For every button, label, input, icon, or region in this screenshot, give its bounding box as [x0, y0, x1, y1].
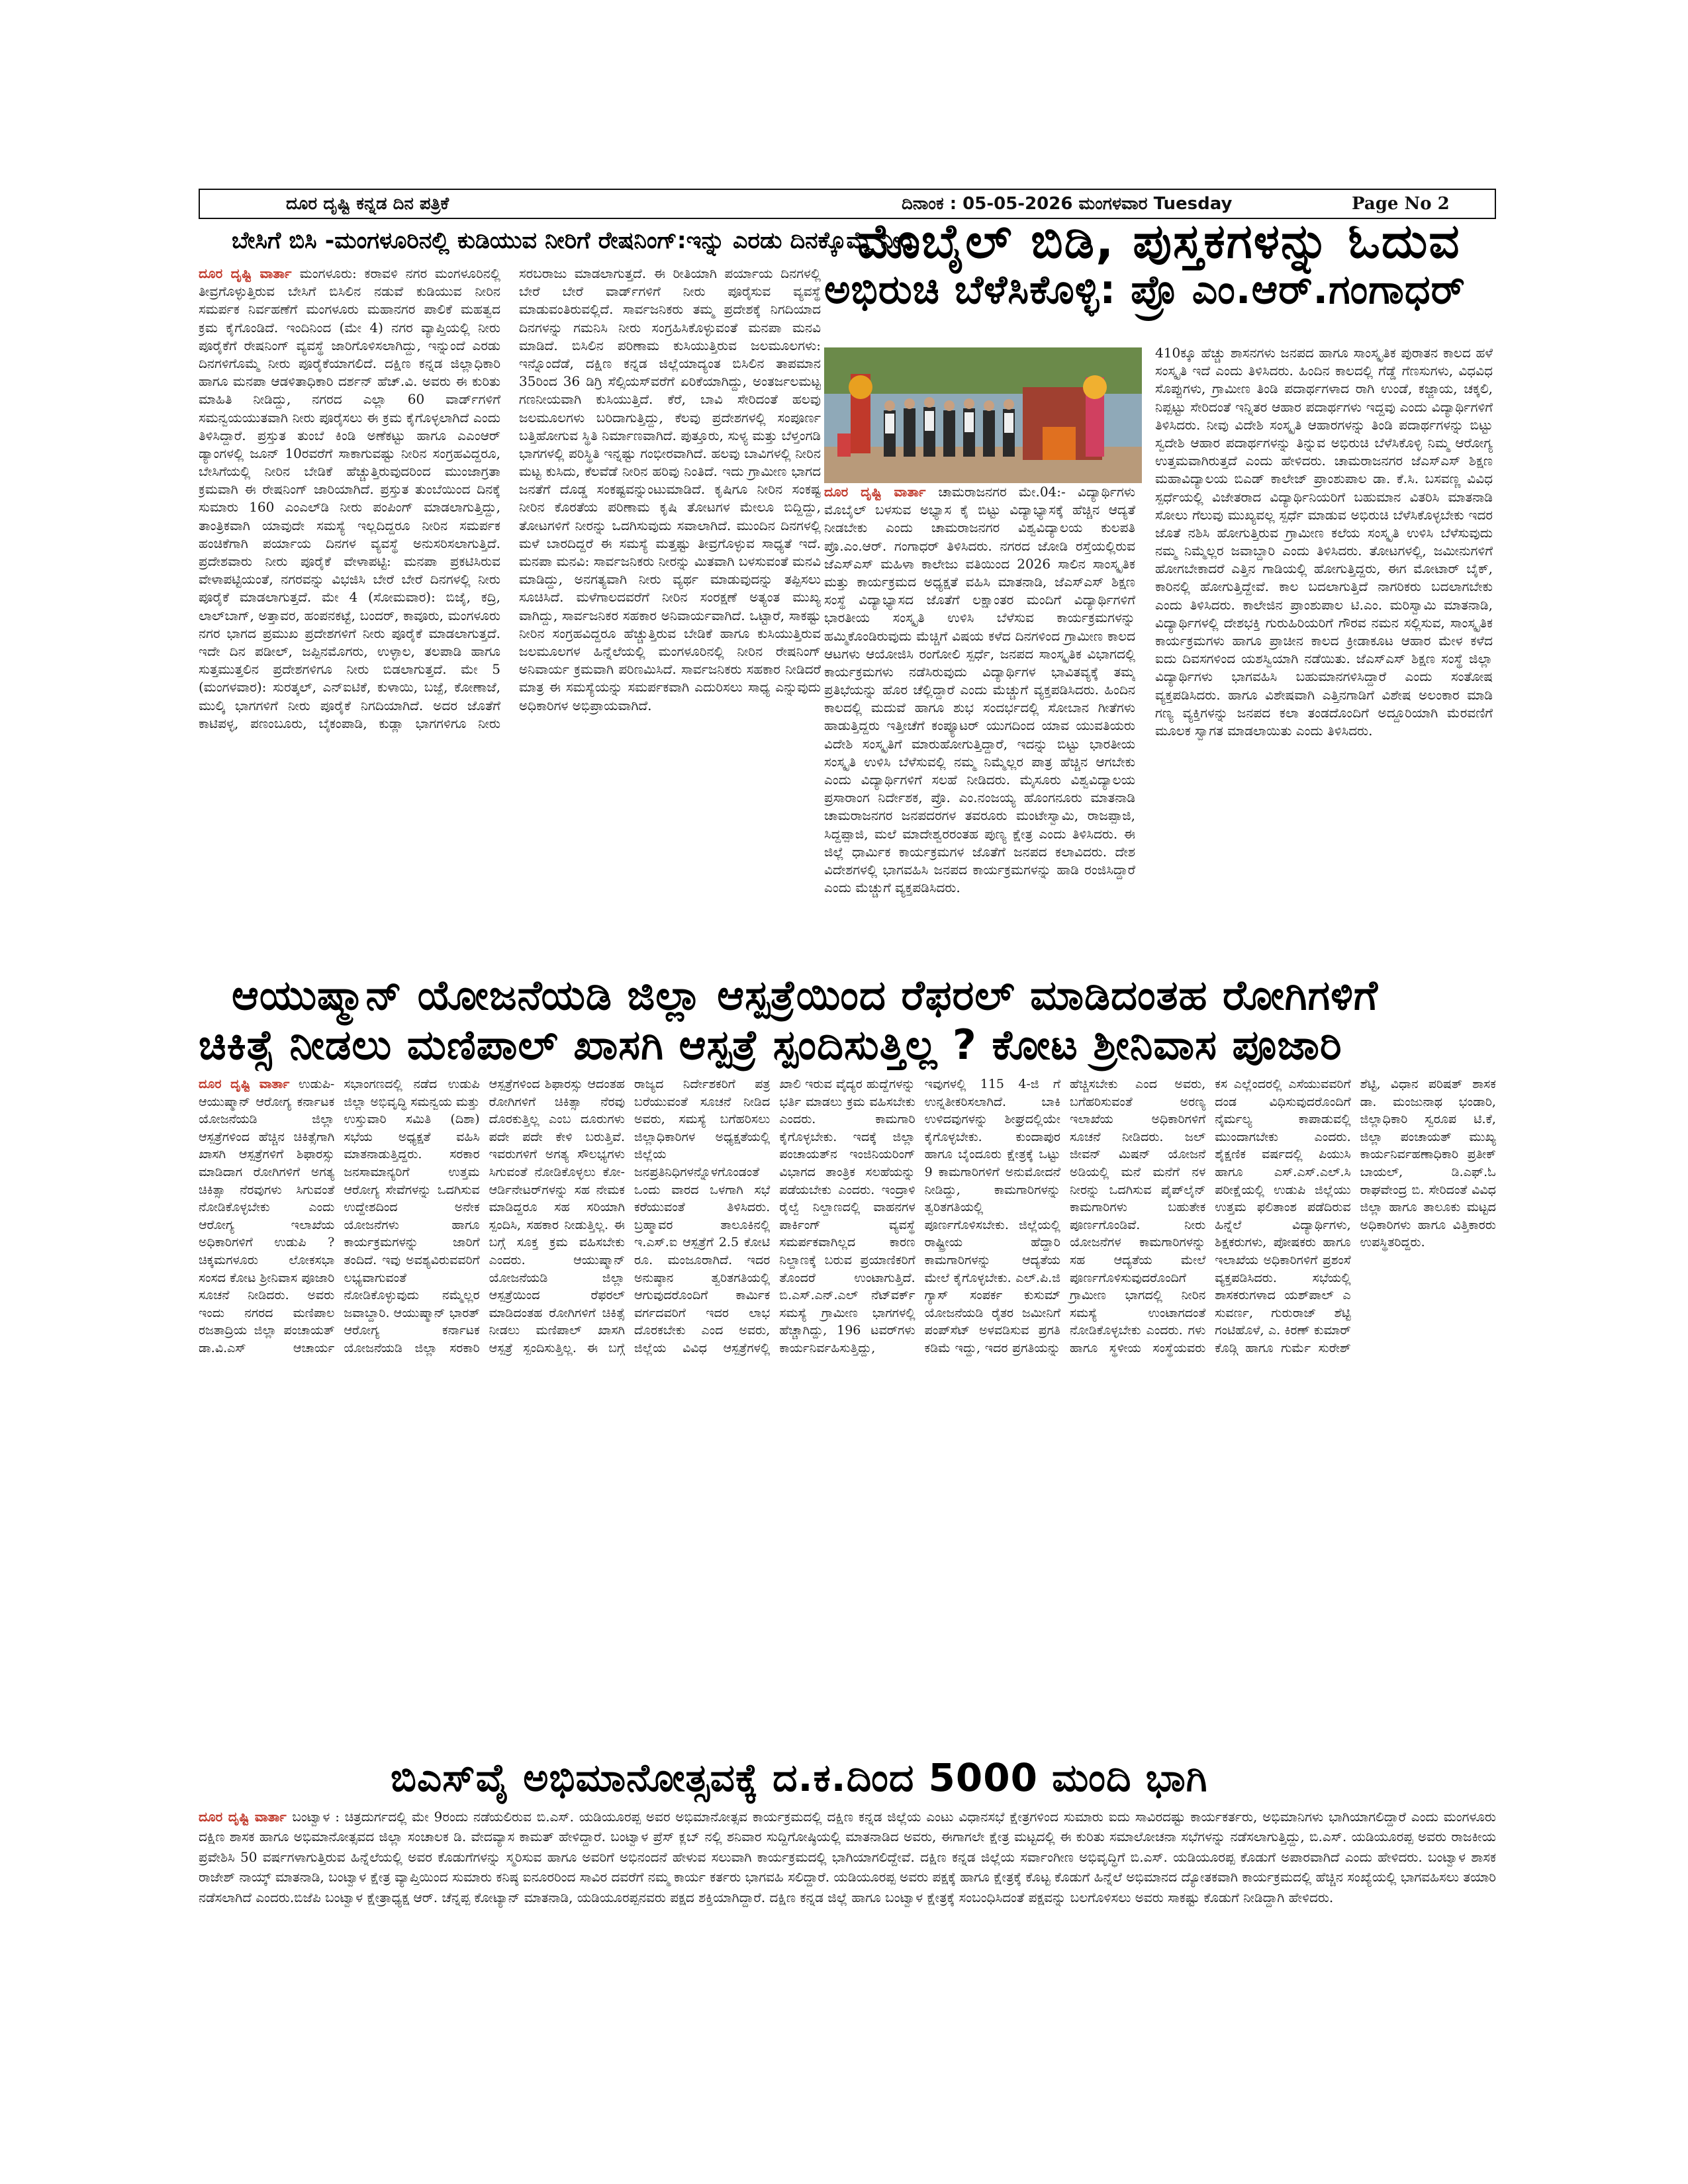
article-b-byline: ದೂರ ದೃಷ್ಟಿ ವಾರ್ತಾ [824, 484, 939, 500]
issue-date: ದಿನಾಂಕ : 05-05-2026 ಮಂಗಳವಾರ Tuesday [902, 193, 1233, 214]
article-a-byline: ದೂರ ದೃಷ್ಟಿ ವಾರ್ತಾ [199, 265, 300, 281]
paper-name: ದೂರ ದೃಷ್ಟಿ ಕನ್ನಡ ದಿನ ಪತ್ರಿಕೆ [286, 193, 449, 214]
article-b-body-left [824, 483, 1135, 953]
article-c-headline-line1: ಆಯುಷ್ಮಾನ್ ಯೋಜನೆಯಡಿ ಜಿಲ್ಲಾ ಆಸ್ಪತ್ರೆಯಿಂದ ರೆಫರಲ್ ಮಾಡಿದಂತಹ ರೋಗಿಗಳಿಗೆ [232, 971, 1378, 1019]
page-number: Page No 2 [1352, 194, 1450, 214]
article-c-text: ಉಡುಪಿ-ಆಯುಷ್ಮಾನ್ ಆರೋಗ್ಯ ಕರ್ನಾಟಕ ಯೋಜನೆಯಡಿ ಜಿಲ್ಲಾ ಆಸ್ಪತ್ರೆಗಳಿಂದ ಹೆಚ್ಚಿನ ಚಿಕಿತ್ಸೆಗಾಗಿ ಖಾಸಗಿ ಆಸ್ಪತ್ರೆಗಳಿಗೆ ಶಿಫಾರಸ್ಸು ಮಾಡಿದಾಗ ರೋಗಿಗಳಿಗೆ ಅಗತ್ಯ ಚಿಕಿತ್ಸಾ ನೆರವುಗಳು ಸಿಗುವಂತೆ ನೋಡಿಕೊಳ್ಳಬೇಕು ಎಂದು ಆರೋಗ್ಯ ಇಲಾಖೆಯ ಅಧಿಕಾರಿಗಳಿಗೆ ಉಡುಪಿ ? ಚಿಕ್ಕಮಗಳೂರು ಲೋಕಸಭಾ ಸಂಸದ ಕೋಟ ಶ್ರೀನಿವಾಸ ಪೂಜಾರಿ ಸೂಚನೆ ನೀಡಿದರು. ಅವರು ಇಂದು ನಗರದ ಮಣಿಪಾಲ ರಜತಾದ್ರಿಯ ಜಿಲ್ಲಾ ಪಂಚಾಯತ್ ಡಾ.ವಿ.ಎಸ್ ಆಚಾರ್ಯ ಸಭಾಂಗಣದಲ್ಲಿ ನಡೆದ ಉಡುಪಿ ಜಿಲ್ಲಾ ಅಭಿವೃದ್ಧಿ ಸಮನ್ವಯ ಮತ್ತು ಉಸ್ತುವಾರಿ ಸಮಿತಿ (ದಿಶಾ) ಸಭೆಯ ಅಧ್ಯಕ್ಷತೆ ವಹಿಸಿ ಮಾತನಾಡುತ್ತಿದ್ದರು. ಸರಕಾರ ಜನಸಾಮಾನ್ಯರಿಗೆ ಉತ್ತಮ ಆರೋಗ್ಯ ಸೇವೆಗಳನ್ನು ಒದಗಿಸುವ ಉದ್ದೇಶದಿಂದ ಅನೇಕ ಯೋಜನೆಗಳು ಹಾಗೂ ಕಾರ್ಯಕ್ರಮಗಳನ್ನು ಜಾರಿಗೆ ತಂದಿದೆ. ಇವು ಅವಶ್ಯವಿರುವವರಿಗೆ ಲಭ್ಯವಾಗುವಂತೆ ನೋಡಿಕೊಳ್ಳುವುದು ನಮ್ಮೆಲ್ಲರ ಜವಾಬ್ದಾರಿ. ಆಯುಷ್ಮಾನ್ ಭಾರತ್ ಆರೋಗ್ಯ ಕರ್ನಾಟಕ ಯೋಜನೆಯಡಿ ಜಿಲ್ಲಾ ಸರಕಾರಿ ಆಸ್ಪತ್ರೆಗಳಿಂದ ಶಿಫಾರಸ್ಸು ಆದಂತಹ ರೋಗಿಗಳಿಗೆ ಚಿಕಿತ್ಸಾ ನೆರವು ದೊರಕುತ್ತಿಲ್ಲ ಎಂಬ ದೂರುಗಳು ಪದೇ ಪದೇ ಕೇಳಿ ಬರುತ್ತಿವೆ. ಇವರುಗಳಿಗೆ ಅಗತ್ಯ ಸೌಲಭ್ಯಗಳು ಸಿಗುವಂತೆ ನೋಡಿಕೊಳ್ಳಲು ಕೋ-ಆರ್ಡಿನೇಟರ್‌ಗಳನ್ನು ಸಹ ನೇಮಕ ಮಾಡಿದ್ದರೂ ಸಹ ಸರಿಯಾಗಿ ಸ್ಪಂದಿಸಿ, ಸಹಕಾರ ನೀಡುತ್ತಿಲ್ಲ. ಈ ಬಗ್ಗೆ ಸೂಕ್ತ ಕ್ರಮ ವಹಿಸಬೇಕು ಎಂದರು. ಆಯುಷ್ಮಾನ್ ಯೋಜನೆಯಡಿ ಜಿಲ್ಲಾ ಆಸ್ಪತ್ರೆಯಿಂದ ರೆಫರಲ್ ಮಾಡಿದಂತಹ ರೋಗಿಗಳಿಗೆ ಚಿಕಿತ್ಸೆ ನೀಡಲು ಮಣಿಪಾಲ್ ಖಾಸಗಿ ಆಸ್ಪತ್ರೆ ಸ್ಪಂದಿಸುತ್ತಿಲ್ಲ. ಈ ಬಗ್ಗೆ ರಾಜ್ಯದ ನಿರ್ದೇಶಕರಿಗೆ ಪತ್ರ ಬರೆಯುವಂತೆ ಸೂಚನೆ ನೀಡಿದ ಅವರು, ಸಮಸ್ಯೆ ಬಗೆಹರಿಸಲು ಜಿಲ್ಲಾಧಿಕಾರಿಗಳ ಅಧ್ಯಕ್ಷತೆಯಲ್ಲಿ ಜಿಲ್ಲೆಯ ಜನಪ್ರತಿನಿಧಿಗಳನ್ನೊಳಗೊಂಡಂತೆ ಒಂದು ವಾರದ ಒಳಗಾಗಿ ಸಭೆ ಕರೆಯುವಂತೆ ತಿಳಿಸಿದರು. ಬ್ರಹ್ಮಾವರ ತಾಲೂಕಿನಲ್ಲಿ ಇ.ಎಸ್.ಐ ಆಸ್ಪತ್ರೆಗೆ 2.5 ಕೋಟಿ ರೂ. ಮಂಜೂರಾಗಿದೆ. ಇದರ ಅನುಷ್ಠಾನ ತ್ವರಿತಗತಿಯಲ್ಲಿ ಆಗುವುದರೊಂದಿಗೆ ಕಾರ್ಮಿಕ ವರ್ಗದವರಿಗೆ ಇದರ ಲಾಭ ದೊರಕಬೇಕು ಎಂದ ಅವರು, ಜಿಲ್ಲೆಯ ವಿವಿಧ ಆಸ್ಪತ್ರೆಗಳಲ್ಲಿ ಖಾಲಿ ಇರುವ ವೈದ್ಯರ ಹುದ್ದೆಗಳನ್ನು ಭರ್ತಿ ಮಾಡಲು ಕ್ರಮ ವಹಿಸಬೇಕು ಎಂದರು. ಕಾಮಗಾರಿ ಕೈಗೊಳ್ಳಬೇಕು. ಇದಕ್ಕೆ ಜಿಲ್ಲಾ ಪಂಚಾಯತ್‌ನ ಇಂಜಿನಿಯರಿಂಗ್ ವಿಭಾಗದ ತಾಂತ್ರಿಕ ಸಲಹೆಯನ್ನು ಪಡೆಯಬೇಕು ಎಂದರು. ಇಂದ್ರಾಳಿ ರೈಲ್ವೆ ನಿಲ್ದಾಣದಲ್ಲಿ ವಾಹನಗಳ ಪಾರ್ಕಿಂಗ್ ವ್ಯವಸ್ಥೆ ಸಮರ್ಪಕವಾಗಿಲ್ಲದ ಕಾರಣ ನಿಲ್ದಾಣಕ್ಕೆ ಬರುವ ಪ್ರಯಾಣಿಕರಿಗೆ ತೊಂದರೆ ಉಂಟಾಗುತ್ತಿದೆ. ಬಿ.ಎಸ್.ಎನ್.ಎಲ್ ನೆಟ್‌ವರ್ಕ್ ಸಮಸ್ಯೆ ಗ್ರಾಮೀಣ ಭಾಗಗಳಲ್ಲಿ ಹೆಚ್ಚಾಗಿದ್ದು, 196 ಟವರ್‌ಗಳು ಕಾರ್ಯನಿರ್ವಹಿಸುತ್ತಿದ್ದು, ಇವುಗಳಲ್ಲಿ 115 4-ಜಿ ಗೆ ಉನ್ನತೀಕರಿಸಲಾಗಿದೆ. ಬಾಕಿ ಉಳಿದವುಗಳನ್ನು ಶೀಘ್ರದಲ್ಲಿಯೇ ಕೈಗೊಳ್ಳಬೇಕು. ಕುಂದಾಪುರ ಹಾಗೂ ಬೈಂದೂರು ಕ್ಷೇತ್ರಕ್ಕೆ ಒಟ್ಟು 9 ಕಾಮಗಾರಿಗಳಿಗೆ ಅನುಮೋದನೆ ನೀಡಿದ್ದು, ಕಾಮಗಾರಿಗಳನ್ನು ತ್ವರಿತಗತಿಯಲ್ಲಿ ಪೂರ್ಣಗೊಳಿಸಬೇಕು. ಜಿಲ್ಲೆಯಲ್ಲಿ ರಾಷ್ಟ್ರೀಯ ಹೆದ್ದಾರಿ ಕಾಮಗಾರಿಗಳನ್ನು ಆದ್ಯತೆಯ ಮೇಲೆ ಕೈಗೊಳ್ಳಬೇಕು. ಎಲ್.ಪಿ.ಜಿ ಗ್ಯಾಸ್ ಸಂಪರ್ಕ ಕುಸುಮ್ ಯೋಜನೆಯಡಿ ರೈತರ ಜಮೀನಿಗೆ ಪಂಪ್‌ಸೆಟ್ ಅಳವಡಿಸುವ ಪ್ರಗತಿ ಕಡಿಮೆ ಇದ್ದು, ಇದರ ಪ್ರಗತಿಯನ್ನು ಹೆಚ್ಚಿಸಬೇಕು ಎಂದ ಅವರು, ಬಗೆಹರಿಸುವಂತೆ ಅರಣ್ಯ ಇಲಾಖೆಯ ಅಧಿಕಾರಿಗಳಿಗೆ ಸೂಚನೆ ನೀಡಿದರು. ಜಲ್ ಜೀವನ್ ಮಿಷನ್ ಯೋಜನೆ ಅಡಿಯಲ್ಲಿ ಮನೆ ಮನೆಗೆ ನಳ ನೀರನ್ನು ಒದಗಿಸುವ ಪೈಪ್‌ಲೈನ್ ಕಾಮಗಾರಿಗಳು ಬಹುತೇಕ ಪೂರ್ಣಗೊಂಡಿವೆ. ನೀರು ಯೋಜನೆಗಳ ಕಾಮಗಾರಿಗಳನ್ನು ಸಹ ಆದ್ಯತೆಯ ಮೇಲೆ ಪೂರ್ಣಗೊಳಿಸುವುದರೊಂದಿಗೆ ಗ್ರಾಮೀಣ ಭಾಗದಲ್ಲಿ ನೀರಿನ ಸಮಸ್ಯೆ ಉಂಟಾಗದಂತೆ ನೋಡಿಕೊಳ್ಳಬೇಕು ಎಂದರು. ಗಳು ಹಾಗೂ ಸ್ಥಳೀಯ ಸಂಸ್ಥೆಯವರು ಕಸ ಎಲ್ಲೆಂದರಲ್ಲಿ ಎಸೆಯುವವರಿಗೆ ದಂಡ ವಿಧಿಸುವುದರೊಂದಿಗೆ ನೈರ್ಮಲ್ಯ ಕಾಪಾಡುವಲ್ಲಿ ಮುಂದಾಗಬೇಕು ಎಂದರು. ಶೈಕ್ಷಣಿಕ ವರ್ಷದಲ್ಲಿ ಪಿಯುಸಿ ಹಾಗೂ ಎಸ್.ಎಸ್.ಎಲ್.ಸಿ ಪರೀಕ್ಷೆಯಲ್ಲಿ ಉಡುಪಿ ಜಿಲ್ಲೆಯು ಉತ್ತಮ ಫಲಿತಾಂಶ ಪಡೆದಿರುವ ಹಿನ್ನೆಲೆ ವಿದ್ಯಾರ್ಥಿಗಳು, ಶಿಕ್ಷಕರುಗಳು, ಪೋಷಕರು ಹಾಗೂ ಇಲಾಖೆಯ ಅಧಿಕಾರಿಗಳಿಗೆ ಪ್ರಶಂಸೆ ವ್ಯಕ್ತಪಡಿಸಿದರು. ಸಭೆಯಲ್ಲಿ ಶಾಸಕರುಗಳಾದ ಯಶ್‌ಪಾಲ್ ಎ ಸುವರ್ಣ, ಗುರುರಾಜ್ ಶೆಟ್ಟಿ ಗಂಟಿಹೊಳೆ, ಎ. ಕಿರಣ್ ಕುಮಾರ್ ಕೊಡ್ಗಿ ಹಾಗೂ ಗುರ್ಮೆ ಸುರೇಶ್ ಶೆಟ್ಟಿ, ವಿಧಾನ ಪರಿಷತ್ ಶಾಸಕ ಡಾ. ಮಂಜುನಾಥ ಭಂಡಾರಿ, ಜಿಲ್ಲಾಧಿಕಾರಿ ಸ್ವರೂಪ ಟಿ.ಕೆ, ಜಿಲ್ಲಾ ಪಂಚಾಯತ್ ಮುಖ್ಯ ಕಾರ್ಯನಿರ್ವಹಣಾಧಿಕಾರಿ ಪ್ರತೀಕ್ ಬಾಯಲ್, ಡಿ.ಎಫ್.ಓ ರಾಘವೇಂದ್ರ ಬಿ. ಸೇರಿದಂತೆ ವಿವಿಧ ಜಿಲ್ಲಾ ಹಾಗೂ ತಾಲೂಕು ಮಟ್ಟದ ಅಧಿಕಾರಿಗಳು ಹಾಗೂ ವಿತ್ತಿಕಾರರು ಉಪಸ್ಥಿತರಿದ್ದರು. [199, 1077, 1496, 1355]
article-b-headline-line2: ಅಭಿರುಚಿ ಬೆಳೆಸಿಕೊಳ್ಳಿ: ಪ್ರೊ ಎಂ.ಆರ್.ಗಂಗಾಧರ್ [824, 267, 1466, 313]
article-c-byline: ದೂರ ದೃಷ್ಟಿ ವಾರ್ತಾ [199, 1077, 299, 1091]
article-c-body [199, 1075, 1496, 1744]
article-d-headline: ಬಿಎಸ್‌ವೈ ಅಭಿಮಾನೋತ್ಸವಕ್ಕೆ ದ.ಕ.ದಿಂದ 5000 ಮಂದಿ ಭಾಗಿ [391, 1755, 1208, 1800]
article-d-text: ಬಂಟ್ವಾಳ : ಚಿತ್ರದುರ್ಗದಲ್ಲಿ ಮೇ 9ರಂದು ನಡೆಯಲಿರುವ ಬಿ.ಎಸ್. ಯಡಿಯೂರಪ್ಪ ಅವರ ಅಭಿಮಾನೋತ್ಸವ ಕಾರ್ಯಕ್ರಮದಲ್ಲಿ ದಕ್ಷಿಣ ಕನ್ನಡ ಜಿಲ್ಲೆಯ ಎಂಟು ವಿಧಾನಸಭೆ ಕ್ಷೇತ್ರಗಳಿಂದ ಸುಮಾರು ಐದು ಸಾವಿರದಷ್ಟು ಕಾರ್ಯಕರ್ತರು, ಅಭಿಮಾನಿಗಳು ಭಾಗಿಯಾಗಲಿದ್ದಾರೆ ಎಂದು ಮಂಗಳೂರು ದಕ್ಷಿಣ ಶಾಸಕ ಹಾಗೂ ಅಭಿಮಾನೋತ್ಸವದ ಜಿಲ್ಲಾ ಸಂಚಾಲಕ ಡಿ. ವೇದವ್ಯಾಸ ಕಾಮತ್ ಹೇಳಿದ್ದಾರೆ. ಬಂಟ್ವಾಳ ಪ್ರೆಸ್ ಕ್ಲಬ್ ನಲ್ಲಿ ಶನಿವಾರ ಸುದ್ದಿಗೋಷ್ಠಿಯಲ್ಲಿ ಮಾತನಾಡಿದ ಅವರು, ಈಗಾಗಲೇ ಕ್ಷೇತ್ರ ಮಟ್ಟದಲ್ಲಿ ಈ ಕುರಿತು ಸಮಾಲೋಚನಾ ಸಭೆಗಳನ್ನು ನಡೆಸಲಾಗುತ್ತಿದ್ದು, ಬಿ.ಎಸ್. ಯಡಿಯೂರಪ್ಪ ಅವರು ರಾಜಕೀಯ ಪ್ರವೇಶಿಸಿ 50 ವರ್ಷಗಳಾಗುತ್ತಿರುವ ಹಿನ್ನೆಲೆಯಲ್ಲಿ ಅವರ ಕೊಡುಗೆಗಳನ್ನು ಸ್ಮರಿಸುವ ಹಾಗೂ ಅವರಿಗೆ ಅಭಿನಂದನೆ ಹೇಳುವ ಸಲುವಾಗಿ ಕಾರ್ಯಕ್ರಮದಲ್ಲಿ ಭಾಗಿಯಾಗಲಿದ್ದೇವೆ. ದಕ್ಷಿಣ ಕನ್ನಡ ಜಿಲ್ಲೆಯ ಸರ್ವಾಂಗೀಣ ಅಭಿವೃದ್ಧಿಗೆ ಬಿ.ಎಸ್. ಯಡಿಯೂರಪ್ಪ ಕೊಡುಗೆ ಅಪಾರವಾಗಿದೆ ಎಂದು ಹೇಳಿದರು. ಬಂಟ್ವಾಳ ಶಾಸಕ ರಾಜೇಶ್ ನಾಯ್ಕ್ ಮಾತನಾಡಿ, ಬಂಟ್ವಾಳ ಕ್ಷೇತ್ರ ವ್ಯಾಪ್ತಿಯಿಂದ ಸುಮಾರು ಕನಿಷ್ಠ ಐನೂರರಿಂದ ಸಾವಿರ ದವರೆಗೆ ನಮ್ಮ ಕಾರ್ಯ ಕರ್ತರು ಭಾಗವಹಿ ಸಲಿದ್ದಾರೆ. ಯಡಿಯೂರಪ್ಪ ಅವರು ಪಕ್ಷಕ್ಕೆ ಹಾಗೂ ಕ್ಷೇತ್ರಕ್ಕೆ ಕೊಟ್ಟ ಕೊಡುಗೆ ಹಿನ್ನೆಲೆ ಅಭಿಮಾನದ ದ್ಯೋತಕವಾಗಿ ಕಾರ್ಯಕ್ರಮದಲ್ಲಿ ಹೆಚ್ಚಿನ ಸಂಖ್ಯೆಯಲ್ಲಿ ಭಾಗವಹಿಸಲು ತಯಾರಿ ನಡೆಸಲಾಗಿದೆ ಎಂದರು.ಬಿಜೆಪಿ ಬಂಟ್ವಾಳ ಕ್ಷೇತ್ರಾಧ್ಯಕ್ಷ ಆರ್. ಚೆನ್ನಪ್ಪ ಕೋಟ್ಯಾನ್ ಮಾತನಾಡಿ, ಯಡಿಯೂರಪ್ಪನವರು ಪಕ್ಷದ ಶಕ್ತಿಯಾಗಿದ್ದಾರೆ. ದಕ್ಷಿಣ ಕನ್ನಡ ಜಿಲ್ಲೆ ಹಾಗೂ ಬಂಟ್ವಾಳ ಕ್ಷೇತ್ರಕ್ಕೆ ಸಂಬಂಧಿಸಿದಂತೆ ಪಕ್ಷವನ್ನು ಬಲಗೊಳಿಸಲು ಅವರು ಸಾಕಷ್ಟು ಕೊಡುಗೆ ನೀಡಿದ್ದಾಗಿ ಹೇಳಿದರು. [199, 1809, 1496, 1905]
article-d-body [199, 1807, 1496, 2025]
article-a-body [199, 265, 821, 953]
article-a-text: ಮಂಗಳೂರು: ಕರಾವಳಿ ನಗರ ಮಂಗಳೂರಿನಲ್ಲಿ ತೀವ್ರಗೊಳ್ಳುತ್ತಿರುವ ಬೇಸಿಗೆ ಬಿಸಿಲಿನ ನಡುವೆ ಕುಡಿಯುವ ನೀರಿನ ಸಮರ್ಪಕ ನಿರ್ವಹಣೆಗೆ ಮಂಗಳೂರು ಮಹಾನಗರ ಪಾಲಿಕೆ ಮಹತ್ವದ ಕ್ರಮ ಕೈಗೊಂಡಿದೆ. ಇಂದಿನಿಂದ (ಮೇ 4) ನಗರ ವ್ಯಾಪ್ತಿಯಲ್ಲಿ ನೀರು ಪೂರೈಕೆಗೆ ರೇಷನಿಂಗ್ ವ್ಯವಸ್ಥೆ ಜಾರಿಗೊಳಿಸಲಾಗಿದ್ದು, ಇನ್ನುಂದೆ ಎರಡು ದಿನಗಳಿಗೊಮ್ಮೆ ನೀರು ಪೂರೈಕೆಯಾಗಲಿದೆ. ದಕ್ಷಿಣ ಕನ್ನಡ ಜಿಲ್ಲಾಧಿಕಾರಿ ಹಾಗೂ ಮನಪಾ ಆಡಳಿತಾಧಿಕಾರಿ ದರ್ಶನ್ ಹೆಚ್.ವಿ. ಅವರು ಈ ಕುರಿತು ಮಾಹಿತಿ ನೀಡಿದ್ದು, ನಗರದ ಎಲ್ಲಾ 60 ವಾರ್ಡ್‌ಗಳಿಗೆ ಸಮನ್ವಯಯುತವಾಗಿ ನೀರು ಪೂರೈಸಲು ಈ ಕ್ರಮ ಕೈಗೊಳ್ಳಲಾಗಿದೆ ಎಂದು ತಿಳಿಸಿದ್ದಾರೆ. ಪ್ರಸ್ತುತ ತುಂಬೆ ಕಿಂಡಿ ಅಣೆಕಟ್ಟು ಹಾಗೂ ಎಎಂಆರ್ ಡ್ಯಾಂಗಳಲ್ಲಿ ಜೂನ್ 10ರವರೆಗೆ ಸಾಕಾಗುವಷ್ಟು ನೀರಿನ ಸಂಗ್ರಹವಿದ್ದರೂ, ಬೇಸಿಗೆಯಲ್ಲಿ ನೀರಿನ ಬೇಡಿಕೆ ಹೆಚ್ಚುತ್ತಿರುವುದರಿಂದ ಮುಂಜಾಗ್ರತಾ ಕ್ರಮವಾಗಿ ಈ ರೇಷನಿಂಗ್ ಜಾರಿಯಾಗಿದೆ. ಪ್ರಸ್ತುತ ತುಂಬೆಯಿಂದ ದಿನಕ್ಕೆ ಸುಮಾರು 160 ಎಂಎಲ್‌ಡಿ ನೀರು ಪಂಪಿಂಗ್ ಮಾಡಲಾಗುತ್ತಿದ್ದು, ತಾಂತ್ರಿಕವಾಗಿ ಯಾವುದೇ ಸಮಸ್ಯೆ ಇಲ್ಲದಿದ್ದರೂ ನೀರಿನ ಸಮರ್ಪಕ ಹಂಚಿಕೆಗಾಗಿ ಪರ್ಯಾಯ ದಿನಗಳ ವ್ಯವಸ್ಥೆ ಅನುಸರಿಸಲಾಗುತ್ತಿದೆ. ಪ್ರದೇಶವಾರು ನೀರು ಪೂರೈಕೆ ವೇಳಾಪಟ್ಟಿ: ಮನಪಾ ಪ್ರಕಟಿಸಿರುವ ವೇಳಾಪಟ್ಟಿಯಂತೆ, ನಗರವನ್ನು ವಿಭಜಿಸಿ ಬೇರೆ ಬೇರೆ ದಿನಗಳಲ್ಲಿ ನೀರು ಪೂರೈಕೆ ಮಾಡಲಾಗುತ್ತದೆ. ಮೇ 4 (ಸೋಮವಾರ): ಬಿಜೈ, ಕದ್ರಿ, ಲಾಲ್‌ಬಾಗ್, ಅತ್ತಾವರ, ಹಂಪನಕಟ್ಟೆ, ಬಂದರ್, ಕಾವೂರು, ಮಂಗಳೂರು ನಗರ ಭಾಗದ ಪ್ರಮುಖ ಪ್ರದೇಶಗಳಿಗೆ ನೀರು ಪೂರೈಕೆ ಮಾಡಲಾಗುತ್ತದೆ. ಇದೇ ದಿನ ಪಡೀಲ್, ಜಪ್ಪಿನಮೊಗರು, ಉಳ್ಳಾಲ, ತಲಪಾಡಿ ಹಾಗೂ ಸುತ್ತಮುತ್ತಲಿನ ಪ್ರದೇಶಗಳಿಗೂ ನೀರು ಬಿಡಲಾಗುತ್ತದೆ. ಮೇ 5 (ಮಂಗಳವಾರ): ಸುರತ್ಕಲ್, ಎನ್‌ಐಟಿಕೆ, ಕುಳಾಯಿ, ಬಜ್ಪೆ, ಕೋಣಾಜೆ, ಮುಲ್ಕಿ ಭಾಗಗಳಿಗೆ ನೀರು ಪೂರೈಕೆ ನಿಗದಿಯಾಗಿದೆ. ಅದರ ಜೊತೆಗೆ ಕಾಟಿಪಳ್ಳ, ಪಣಂಬೂರು, ಬೈಕಂಪಾಡಿ, ಕುಡ್ಲಾ ಭಾಗಗಳಿಗೂ ನೀರು ಸರಬರಾಜು ಮಾಡಲಾಗುತ್ತದೆ. ಈ ರೀತಿಯಾಗಿ ಪರ್ಯಾಯ ದಿನಗಳಲ್ಲಿ ಬೇರೆ ಬೇರೆ ವಾರ್ಡ್‌ಗಳಿಗೆ ನೀರು ಪೂರೈಸುವ ವ್ಯವಸ್ಥೆ ಮಾಡುವಂತಿರುವಲ್ಲಿದೆ. ಸಾರ್ವಜನಿಕರು ತಮ್ಮ ಪ್ರದೇಶಕ್ಕೆ ನಿಗದಿಯಾದ ದಿನಗಳನ್ನು ಗಮನಿಸಿ ನೀರು ಸಂಗ್ರಹಿಸಿಕೊಳ್ಳುವಂತೆ ಮನಪಾ ಮನವಿ ಮಾಡಿದೆ. ಬಿಸಿಲಿನ ಪರಿಣಾಮ ಕುಸಿಯುತ್ತಿರುವ ಜಲಮೂಲಗಳು: ಇನ್ನೊಂದೆಡೆ, ದಕ್ಷಿಣ ಕನ್ನಡ ಜಿಲ್ಲೆಯಾದ್ಯಂತ ಬಿಸಿಲಿನ ತಾಪಮಾನ 35ರಿಂದ 36 ಡಿಗ್ರಿ ಸೆಲ್ಸಿಯಸ್‌ವರೆಗೆ ಏರಿಕೆಯಾಗಿದ್ದು, ಅಂತರ್ಜಲಮಟ್ಟ ಗಣನೀಯವಾಗಿ ಕುಸಿಯುತ್ತಿದೆ. ಕೆರೆ, ಬಾವಿ ಸೇರಿದಂತೆ ಹಲವು ಜಲಮೂಲಗಳು ಬರಿದಾಗುತ್ತಿದ್ದು, ಕೆಲವು ಪ್ರದೇಶಗಳಲ್ಲಿ ಸಂಪೂರ್ಣ ಬತ್ತಿಹೋಗುವ ಸ್ಥಿತಿ ನಿರ್ಮಾಣವಾಗಿದೆ. ಪುತ್ತೂರು, ಸುಳ್ಯ ಮತ್ತು ಬೆಳ್ತಂಗಡಿ ಭಾಗಗಳಲ್ಲಿ ಪರಿಸ್ಥಿತಿ ಇನ್ನಷ್ಟು ಗಂಭೀರವಾಗಿದೆ. ಹಲವು ಬಾವಿಗಳಲ್ಲಿ ನೀರಿನ ಮಟ್ಟ ಕುಸಿದು, ಕೆಲವೆಡೆ ನೀರಿನ ಹರಿವು ನಿಂತಿದೆ. ಇದು ಗ್ರಾಮೀಣ ಭಾಗದ ಜನತೆಗೆ ದೊಡ್ಡ ಸಂಕಷ್ಟವನ್ನುಂಟುಮಾಡಿದೆ. ಕೃಷಿಗೂ ನೀರಿನ ಸಂಕಷ್ಟ ನೀರಿನ ಕೊರತೆಯ ಪರಿಣಾಮ ಕೃಷಿ ತೋಟಗಳ ಮೇಲೂ ಬಿದ್ದಿದ್ದು, ತೋಟಗಳಿಗೆ ನೀರನ್ನು ಒದಗಿಸುವುದು ಸವಾಲಾಗಿದೆ. ಮುಂದಿನ ದಿನಗಳಲ್ಲಿ ಮಳೆ ಬಾರದಿದ್ದರೆ ಈ ಸಮಸ್ಯೆ ಮತ್ತಷ್ಟು ತೀವ್ರಗೊಳ್ಳುವ ಸಾಧ್ಯತೆ ಇದೆ. ಮನಪಾ ಮನವಿ: ಸಾರ್ವಜನಿಕರು ನೀರನ್ನು ಮಿತವಾಗಿ ಬಳಸುವಂತೆ ಮನವಿ ಮಾಡಿದ್ದು, ಅನಗತ್ಯವಾಗಿ ನೀರು ವ್ಯರ್ಥ ಮಾಡುವುದನ್ನು ತಪ್ಪಿಸಲು ಸೂಚಿಸಿದೆ. ಮಳೆಗಾಲದವರೆಗೆ ನೀರಿನ ಸಂರಕ್ಷಣೆ ಅತ್ಯಂತ ಮುಖ್ಯ ವಾಗಿದ್ದು, ಸಾರ್ವಜನಿಕರ ಸಹಕಾರ ಅನಿವಾರ್ಯವಾಗಿದೆ. ಒಟ್ಟಾರೆ, ಸಾಕಷ್ಟು ನೀರಿನ ಸಂಗ್ರಹವಿದ್ದರೂ ಹೆಚ್ಚುತ್ತಿರುವ ಬೇಡಿಕೆ ಹಾಗೂ ಕುಸಿಯುತ್ತಿರುವ ಜಲಮೂಲಗಳ ಹಿನ್ನೆಲೆಯಲ್ಲಿ ಮಂಗಳೂರಿನಲ್ಲಿ ನೀರಿನ ರೇಷನಿಂಗ್ ಅನಿವಾರ್ಯ ಕ್ರಮವಾಗಿ ಪರಿಣಮಿಸಿದೆ. ಸಾರ್ವಜನಿಕರು ಸಹಕಾರ ನೀಡಿದರೆ ಮಾತ್ರ ಈ ಸಮಸ್ಯೆಯನ್ನು ಸಮರ್ಪಕವಾಗಿ ಎದುರಿಸಲು ಸಾಧ್ಯ ಎನ್ನುವುದು ಅಧಿಕಾರಿಗಳ ಅಭಿಪ್ರಾಯವಾಗಿದೆ. [199, 265, 821, 731]
article-d-byline: ದೂರ ದೃಷ್ಟಿ ವಾರ್ತಾ [199, 1809, 293, 1825]
ceremony-photo [824, 347, 1142, 483]
article-a-headline: ಬೇಸಿಗೆ ಬಿಸಿ -ಮಂಗಳೂರಿನಲ್ಲಿ ಕುಡಿಯುವ ನೀರಿಗೆ ರೇಷನಿಂಗ್:ಇನ್ನು ಎರಡು ದಿನಕ್ಕೊಮ್ಮೆ ನೀರು [232, 228, 920, 254]
article-b-headline-line1: ಮೊಬೈಲ್ ಬಿಡಿ, ಪುಸ್ತಕಗಳನ್ನು ಓದುವ [857, 213, 1461, 269]
article-c-headline-line2: ಚಿಕಿತ್ಸೆ ನೀಡಲು ಮಣಿಪಾಲ್ ಖಾಸಗಿ ಆಸ್ಪತ್ರೆ ಸ್ಪಂದಿಸುತ್ತಿಲ್ಲ ? ಕೋಟ ಶ್ರೀನಿವಾಸ ಪೂಜಾರಿ [199, 1021, 1342, 1069]
photo-illustration [824, 347, 1142, 483]
article-b-text-left: ಚಾಮರಾಜನಗರ ಮೇ.04:- ವಿದ್ಯಾರ್ಥಿಗಳು ಮೊಬೈಲ್ ಬಳಸುವ ಅಭ್ಯಾಸ ಕೈ ಬಿಟ್ಟು ವಿದ್ಯಾಭ್ಯಾಸಕ್ಕೆ ಹೆಚ್ಚಿನ ಆದ್ಯತೆ ನೀಡಬೇಕು ಎಂದು ಚಾಮರಾಜನಗರ ವಿಶ್ವವಿದ್ಯಾಲಯ ಕುಲಪತಿ ಪ್ರೊ.ಎಂ.ಆರ್. ಗಂಗಾಧರ್ ತಿಳಿಸಿದರು. ನಗರದ ಜೋಡಿ ರಸ್ತೆಯಲ್ಲಿರುವ ಜೆಎಸ್‌ಎಸ್ ಮಹಿಳಾ ಕಾಲೇಜು ವತಿಯಿಂದ 2026 ಸಾಲಿನ ಸಾಂಸ್ಕೃತಿಕ ಮತ್ತು ಕಾರ್ಯಕ್ರಮದ ಅಧ್ಯಕ್ಷತೆ ವಹಿಸಿ ಮಾತನಾಡಿ, ಜೆಎಸ್‌ಎಸ್ ಶಿಕ್ಷಣ ಸಂಸ್ಥೆ ವಿದ್ಯಾಭ್ಯಾಸದ ಜೊತೆಗೆ ಲಕ್ಷಾಂತರ ಮಂದಿಗೆ ವಿದ್ಯಾರ್ಥಿಗಳಿಗೆ ಭಾರತೀಯ ಸಂಸ್ಕೃತಿ ಉಳಿಸಿ ಬೆಳೆಸುವ ಕಾರ್ಯಕ್ರಮಗಳನ್ನು ಹಮ್ಮಿಕೊಂಡಿರುವುದು ಮೆಚ್ಚಿಗೆ ವಿಷಯ ಕಳೆದ ದಿನಗಳಿಂದ ಗ್ರಾಮೀಣ ಕಾಲದ ಆಟಗಳು ಆಯೋಜಿಸಿ ರಂಗೋಲಿ ಸ್ಪರ್ಧೆ, ಜನಪದ ಸಾಂಸ್ಕೃತಿಕ ವಿಭಾಗದಲ್ಲಿ ಕಾರ್ಯಕ್ರಮಗಳು ನಡೆಸಿರುವುದು ವಿದ್ಯಾರ್ಥಿಗಳ ಭಾವಿತವ್ಯಕ್ಕೆ ತಮ್ಮ ಪ್ರತಿಭೆಯನ್ನು ಹೊರ ಚೆಲ್ಲಿದ್ದಾರೆ ಎಂದು ಮೆಚ್ಚುಗೆ ವ್ಯಕ್ತಪಡಿಸಿದರು. ಹಿಂದಿನ ಕಾಲದಲ್ಲಿ ಮದುವೆ ಹಾಗೂ ಶುಭ ಸಂದರ್ಭದಲ್ಲಿ ಸೋಬಾನ ಗೀತೆಗಳು ಹಾಡುತ್ತಿದ್ದರು ಇತ್ತೀಚೆಗೆ ಕಂಪ್ಯೂಟರ್ ಯುಗದಿಂದ ಯಾವ ಯುವತಿಯರು ವಿದೇಶಿ ಸಂಸ್ಕೃತಿಗೆ ಮಾರುಹೋಗುತ್ತಿದ್ದಾರೆ, ಇದನ್ನು ಬಿಟ್ಟು ಭಾರತೀಯ ಸಂಸ್ಕೃತಿ ಉಳಿಸಿ ಬೆಳೆಸುವಲ್ಲಿ ನಮ್ಮ ನಿಮ್ಮೆಲ್ಲರ ಪಾತ್ರ ಹೆಚ್ಚಿನ ಆಗಬೇಕು ಎಂದು ವಿದ್ಯಾರ್ಥಿಗಳಿಗೆ ಸಲಹೆ ನೀಡಿದರು. ಮೈಸೂರು ವಿಶ್ವವಿದ್ಯಾಲಯ ಪ್ರಸಾರಾಂಗ ನಿರ್ದೇಶಕ, ಪ್ರೊ. ಎಂ.ನಂಜಯ್ಯ ಹೊಂಗನೂರು ಮಾತನಾಡಿ ಚಾಮರಾಜನಗರ ಜನಪದರಗಳ ತವರೂರು ಮಂಟೇಸ್ವಾಮಿ, ರಾಜಪ್ಪಾಜಿ, ಸಿದ್ದಪ್ಪಾಜಿ, ಮಲೆ ಮಾದೇಶ್ವರರಂತಹ ಪುಣ್ಯ ಕ್ಷೇತ್ರ ಎಂದು ತಿಳಿಸಿದರು. ಈ ಜಿಲ್ಲೆ ಧಾರ್ಮಿಕ ಕಾರ್ಯಕ್ರಮಗಳ ಜೊತೆಗೆ ಜನಪದ ಕಲಾವಿದರು. ದೇಶ ವಿದೇಶಗಳಲ್ಲಿ ಭಾಗವಹಿಸಿ ಜನಪದ ಕಾರ್ಯಕ್ರಮಗಳನ್ನು ಹಾಡಿ ರಂಜಿಸಿದ್ದಾರೆ ಎಂದು ಮೆಚ್ಚುಗೆ ವ್ಯಕ್ತಪಡಿಸಿದರು. [824, 484, 1135, 896]
article-b-body-right: 410ಕ್ಕೂ ಹೆಚ್ಚು ಶಾಸನಗಳು ಜನಪದ ಹಾಗೂ ಸಾಂಸ್ಕೃತಿಕ ಪುರಾತನ ಕಾಲದ ಹಳೆ ಸಂಸ್ಕೃತಿ ಇದೆ ಎಂದು ತಿಳಿಸಿದರು. ಹಿಂದಿನ ಕಾಲದಲ್ಲಿ ಗೆಡ್ಡೆ ಗೆಣಸುಗಳು, ವಿಧವಿಧ ಸೊಪ್ಪುಗಳು, ಗ್ರಾಮೀಣ ತಿಂಡಿ ಪದಾರ್ಥಗಳಾದ ರಾಗಿ ಉಂಡೆ, ಕಜ್ಜಾಯ, ಚಕ್ಕಲಿ, ನಿಪ್ಪಟ್ಟು ಸೇರಿದಂತೆ ಇನ್ನಿತರ ಆಹಾರ ಪದಾರ್ಥಗಳು ಇದ್ದವು ಎಂದು ವಿದ್ಯಾರ್ಥಿಗಳಿಗೆ ತಿಳಿಸಿದರು. ನೀವು ವಿದೇಶಿ ಸಂಸ್ಕೃತಿ ಆಹಾರಗಳನ್ನು ತಿಂಡಿ ಪದಾರ್ಥಗಳನ್ನು ಬಿಟ್ಟು ಸ್ವದೇಶಿ ಆಹಾರ ಪದಾರ್ಥಗಳನ್ನು ತಿನ್ನುವ ಅಭಿರುಚಿ ಬೆಳೆಸಿಕೊಳ್ಳಿ ನಿಮ್ಮ ಆರೋಗ್ಯ ಉತ್ತಮವಾಗಿರುತ್ತದೆ ಎಂದು ಹೇಳಿದರು. ಚಾಮರಾಜನಗರ ಜೆಎಸ್‌ಎಸ್ ಶಿಕ್ಷಣ ಮಹಾವಿದ್ಯಾಲಯ ಬಿಎಡ್ ಕಾಲೇಜ್ ಪ್ರಾಂಶುಪಾಲ ಡಾ. ಕೆ.ಸಿ. ಬಸವಣ್ಣ ವಿವಿಧ ಸ್ಪರ್ಧೆಯಲ್ಲಿ ವಿಜೇತರಾದ ವಿದ್ಯಾರ್ಥಿನಿಯರಿಗೆ ಬಹುಮಾನ ವಿತರಿಸಿ ಮಾತನಾಡಿ ಸೋಲು ಗೆಲುವು ಮುಖ್ಯವಲ್ಲ ಸ್ಪರ್ಧೆ ಮಾಡುವ ಅಭಿರುಚಿ ಬೆಳೆಸಿಕೊಳ್ಳಬೇಕು ಇದರ ಜೊತೆ ನಶಿಸಿ ಹೋಗುತ್ತಿರುವ ಗ್ರಾಮೀಣ ಕಲೆಯ ಸಂಸ್ಕೃತಿ ಉಳಿಸಿ ಬೆಳೆಸುವುದು ನಮ್ಮ ನಿಮ್ಮೆಲ್ಲರ ಜವಾಬ್ದಾರಿ ಎಂದು ತಿಳಿಸಿದರು. ತೋಟಗಳಲ್ಲಿ, ಜಮೀನುಗಳಿಗೆ ಹೋಗಬೇಕಾದರೆ ಎತ್ತಿನ ಗಾಡಿಯಲ್ಲಿ ಹೋಗುತ್ತಿದ್ದರು, ಈಗ ಮೋಟಾರ್ ಬೈಕ್, ಕಾರಿನಲ್ಲಿ ಹೋಗುತ್ತಿದ್ದೇವೆ. ಕಾಲ ಬದಲಾಗುತ್ತಿದೆ ನಾಗರಿಕರು ಬದಲಾಗಬೇಕು ಎಂದು ತಿಳಿಸಿದರು. ಕಾಲೇಜಿನ ಪ್ರಾಂಶುಪಾಲ ಟಿ.ಎಂ. ಮರಿಸ್ವಾಮಿ ಮಾತನಾಡಿ, ವಿದ್ಯಾರ್ಥಿಗಳಲ್ಲಿ ದೇಶಭಕ್ತಿ ಗುರುಹಿರಿಯರಿಗೆ ಗೌರವ ನಮನ ಸಲ್ಲಿಸುವ, ಸಾಂಸ್ಕೃತಿಕ ಕಾರ್ಯಕ್ರಮಗಳು ಹಾಗೂ ಪ್ರಾಚೀನ ಕಾಲದ ಕ್ರೀಡಾಕೂಟ ಆಹಾರ ಮೇಳ ಕಳೆದ ಐದು ದಿವಸಗಳಿಂದ ಯಶಸ್ವಿಯಾಗಿ ನಡೆಯಿತು. ಜೆಎಸ್‌ಎಸ್ ಶಿಕ್ಷಣ ಸಂಸ್ಥೆ ಜಿಲ್ಲಾ ವಿದ್ಯಾರ್ಥಿಗಳು ಭಾಗವಹಿಸಿ ಬಹುಮಾನಗಳಿಸಿದ್ದಾರೆ ಎಂದು ಸಂತೋಷ ವ್ಯಕ್ತಪಡಿಸಿದರು. ಹಾಗೂ ವಿಶೇಷವಾಗಿ ಎತ್ತಿನಗಾಡಿಗೆ ವಿಶೇಷ ಅಲಂಕಾರ ಮಾಡಿ ಗಣ್ಯ ವ್ಯಕ್ತಿಗಳನ್ನು ಜನಪದ ಕಲಾ ತಂಡದೊಂದಿಗೆ ಅದ್ದೂರಿಯಾಗಿ ಮೆರವಣಿಗೆ ಮೂಲಕ ಸ್ವಾಗತ ಮಾಡಲಾಯಿತು ಎಂದು ತಿಳಿಸಿದರು. [1155, 345, 1493, 739]
